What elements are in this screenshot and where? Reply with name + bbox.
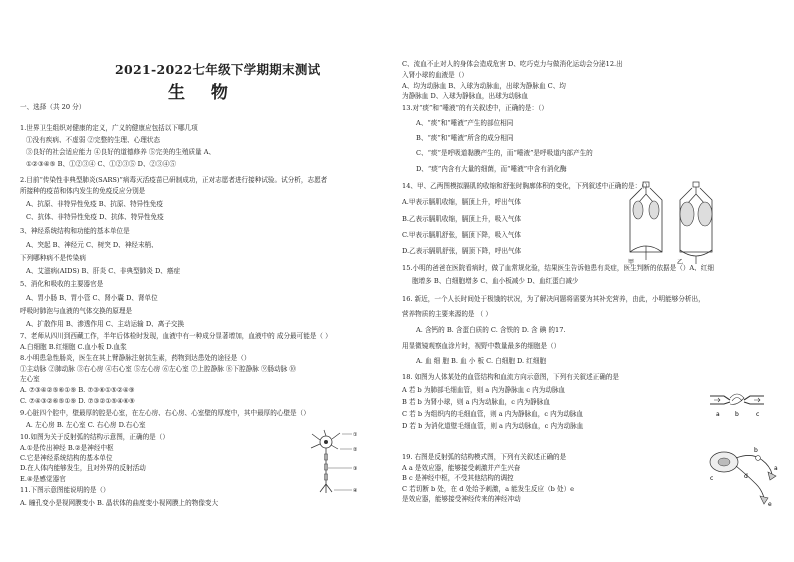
reflex-label-a: a — [774, 465, 778, 472]
reflex-arc-diagram — [700, 446, 780, 508]
question-line: A 若 b 为肺部毛细血管，则 a 内为静脉血 c 内为动脉血 — [402, 386, 566, 394]
question-line: 一、选择（共 20 分） — [20, 103, 86, 111]
question-line: 1.世界卫生组织对健康的定义，广义的健康应包括以下哪几项 — [20, 124, 198, 132]
question-line: D.乙表示膈肌舒张，膈顶下降，呼出气体 — [402, 247, 522, 255]
question-line: 19. 右图是反射弧的结构模式图，下列有关叙述正确的是 — [402, 453, 567, 461]
question-line: 为静脉血 D、入球为静脉血，出球为动脉血 — [402, 92, 529, 100]
question-line: 5、消化和吸收的主要器官是 — [20, 280, 104, 288]
question-line: C.它是神经系统结构的基本单位 — [20, 454, 113, 462]
question-line: 7、老师从四川到西藏工作，半年后体检时发现，血液中有一种成分显著增加，血液中的 成分最可能是（ ） — [20, 332, 332, 340]
subject-title: 生 物 — [168, 83, 238, 103]
question-line: 9.心脏四个腔中，壁最厚的腔是心室，在左心房、右心房、心室壁的厚度中，其中最厚的心壁是（） — [20, 409, 310, 417]
neuron-label-2: ② — [353, 447, 358, 453]
question-line: 所接种的疫苗和体内发生的免疫反应分别是 — [20, 187, 146, 195]
vessel-label-a: a — [716, 411, 720, 418]
question-line: D.在人体内能够发生，且对外界的反射活动 — [20, 464, 146, 472]
question-line: 胞增多 B、白细胞增多 C、血小板减少 D、血红蛋白减少 — [412, 277, 579, 285]
reflex-label-d: d — [744, 473, 748, 480]
question-line: ③良好的社会适应能力 ④良好的道德修养 ⑤完美的生殖质量 A、 — [26, 148, 216, 156]
question-line: C 若切断 b 处，在 d 处给予刺激，a 能发生反应（b 处）e — [402, 485, 575, 493]
question-line: A.①是传出神经 B.②是神经中枢 — [20, 444, 114, 452]
reflex-label-b: b — [754, 447, 758, 454]
question-line: 18. 如图为人体某处的血管结构和血流方向示意图，下列有关叙述正确的是 — [402, 373, 619, 381]
question-line: 11.下图示意图能说明的是（） — [20, 486, 110, 494]
question-line: ①②③④⑤ B、①②③④ C、①②③⑤ D、②③④⑤ — [26, 160, 176, 168]
reflex-label-e: e — [768, 501, 772, 508]
question-line: A. 左心房 B. 左心室 C. 右心房 D.右心室 — [26, 421, 146, 429]
question-line: A a 是效应器，能够接受刺激并产生兴奋 — [402, 464, 521, 472]
vessel-label-c: c — [756, 411, 760, 418]
neuron-label-3: ③ — [353, 466, 358, 472]
question-line: C、流血不止对人的身体会造成危害 D、吃巧克力与做消化运动会分泌12.出 — [402, 60, 623, 68]
blood-vessel-diagram — [706, 384, 768, 426]
question-line: 16. 新近，一个人长时间处于极饿的状况，为了解决问题将需要为其补充营养，由此，小明能够分析出， — [402, 295, 705, 303]
neuron-label-4: ④ — [353, 488, 358, 494]
reflex-label-c: c — [710, 475, 714, 482]
question-line: 入肾小球的血液是（） — [402, 71, 468, 79]
question-line: D 若 b 为消化道壁毛细血管，则 a 内为动脉血，c 内为动脉血 — [402, 422, 584, 430]
vessel-label-b: b — [735, 411, 739, 418]
question-line: 14、甲、乙两图模拟膈肌的收缩和舒张时胸廓体积的变化，下列叙述中正确的是：（） — [402, 182, 652, 190]
lung-model-diagram — [624, 180, 724, 266]
question-line: 10.如图为关于反射弧的结构示意图，正确的是（） — [20, 433, 169, 441]
question-line: 用显微镜观察血涂片时，视野中数量最多的细胞是（） — [402, 342, 561, 350]
question-line: B、“痰”和“唾液”所含的成分相同 — [416, 134, 514, 142]
question-line: 8.小明患急性肠炎，医生在其上臂静脉注射抗生素，药物到达患处的途径是（） — [20, 354, 251, 362]
question-line: 呼吸时肺泡与血液的气体交换的原理是 — [20, 307, 133, 315]
question-line: A. 血 细 胞 B. 血 小 板 C. 白细胞 D. 红细胞 — [416, 357, 547, 365]
question-line: C 若 b 为组织内的毛细血管，则 a 内为静脉血，c 内为动脉血 — [402, 410, 584, 418]
question-line: 营养物质的主要来源的是 （ ） — [402, 310, 492, 318]
question-line: B 若 b 为肾小球，则 a 内为动脉血，c 内为静脉血 — [402, 398, 550, 406]
bell-jar-yi — [680, 182, 712, 264]
question-line: A. 含钙的 B. 含蛋白质的 C. 含铁的 D. 含 碘 的17. — [416, 326, 566, 334]
lung-label-jia: 甲 — [628, 259, 635, 266]
question-line: E.④是感觉器官 — [20, 475, 66, 483]
question-line: 2.目前“传染性非典型肺炎(SARS)”病毒灭活疫苗已研制成功，正对志愿者进行接种试验。试分析，志愿者 — [20, 176, 328, 184]
question-line: A、均为动脉血 B、入球为动脉血，出球为静脉血 C、均 — [402, 82, 566, 90]
question-line: A、胃小肠 B、胃小管 C、肾小囊 D、肾单位 — [26, 294, 158, 302]
question-line: 13.对“痰”和“唾液”的有关叙述中，正确的是：（） — [402, 104, 548, 112]
question-line: A、抗原、非特异性免疫 B、抗原、特异性免疫 — [26, 200, 163, 208]
question-line: 3、神经系统结构和功能的基本单位是 — [20, 227, 130, 235]
question-line: C.甲表示膈肌舒张，膈顶下降，吸入气体 — [402, 231, 521, 239]
question-line: A、艾滋病(AIDS) B、肝炎 C、非典型肺炎 D、癌症 — [26, 267, 181, 275]
lung-label-yi: 乙 — [677, 259, 684, 266]
question-line: B c 是神经中枢，不受其他结构的调控 — [402, 474, 514, 482]
question-line: A、“痰”和“唾液”产生的部位相同 — [416, 119, 514, 127]
question-line: 是效应器，能够接受神经传来的神经冲动 — [402, 495, 521, 503]
question-line: A、突起 B、神经元 C、树突 D、神经末梢、 — [26, 241, 158, 249]
question-line: A.甲表示膈肌收缩，膈顶上升，呼出气体 — [402, 198, 521, 206]
question-line: 左心室 — [20, 375, 40, 383]
question-line: D、“痰”内含有大量的细菌，而“唾液”中含有消化酶 — [416, 165, 567, 173]
bell-jar-jia — [630, 182, 662, 260]
exam-title: 2021-2022七年级下学期期末测试 — [115, 62, 321, 77]
question-line: C、“痰”是呼吸道黏膜产生的，而“唾液”是呼吸道内部产生的 — [416, 149, 593, 157]
question-line: A.白细胞 B.红细胞 C.血小板 D.血浆 — [20, 343, 127, 351]
question-line: C. ⑦④③②⑥⑤①⑨ D. ⑦③②①⑤④⑥⑨ — [20, 397, 135, 405]
neuron-label-1: ① — [353, 432, 358, 438]
question-line: ①主动脉 ②肺动脉 ③右心房 ④右心室 ⑤左心房 ⑥左心室 ⑦上腔静脉 ⑧下腔静脉 ⑨肠动脉 ⑩ — [20, 365, 297, 373]
neuron-diagram — [300, 428, 370, 498]
question-line: ①没有疾病、不虚弱 ②完整的生理、心理状态 — [26, 136, 160, 144]
question-line: C、抗体、非特异性免疫 D、抗体、特异性免疫 — [26, 213, 164, 221]
question-line: B.乙表示膈肌收缩，膈顶上升，吸入气体 — [402, 215, 522, 223]
question-line: 下列哪种病不是传染病 — [20, 254, 86, 262]
question-line: A. ⑦③④②⑤⑥①⑨ B. ⑦③⑥①⑤②④⑨ — [20, 386, 135, 394]
question-line: 15.小明的爸爸在医院看病时，做了血常规化验，结果医生告诉他患有炎症，医生判断的依据是（）A、红细 — [402, 264, 714, 272]
question-line: A. 瞳孔变小是视网膜变小 B. 晶状体的曲度变小视网膜上的物像变大 — [20, 499, 219, 507]
question-line: A、扩散作用 B、渗透作用 C、主动运输 D、离子交换 — [26, 320, 185, 328]
